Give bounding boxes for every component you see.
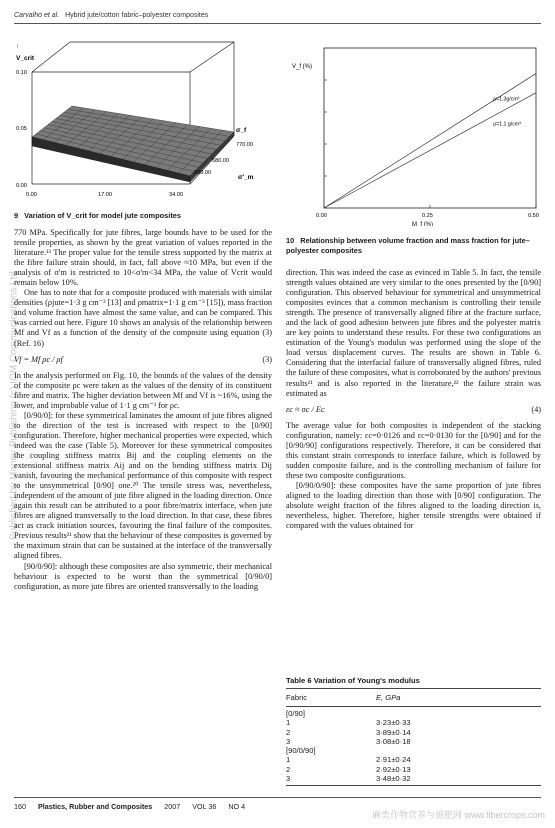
fig9-z-axis-label: σ_f <box>236 127 247 134</box>
figure-10-caption <box>286 236 541 255</box>
fig9-x-tick: 34.00 <box>169 192 183 198</box>
fig10-x-tick: 0.50 <box>528 213 539 219</box>
figure-10-number: 10 <box>286 236 295 245</box>
fig10-y-axis-label: V_f (%) <box>292 64 313 70</box>
table-6 <box>286 676 541 786</box>
table-body <box>286 707 541 783</box>
figure-10-chart <box>286 40 541 226</box>
table-cell-modulus: 3·23±0·33 <box>376 718 411 728</box>
table-cell-fabric: [90/0/90] <box>286 746 316 756</box>
fig9-z-tick: 580.00 <box>212 158 230 164</box>
fig9-box-left-edge <box>32 42 70 72</box>
table-row <box>286 709 541 718</box>
table-row <box>286 765 541 774</box>
fig10-x-axis-label: M_f (%) <box>412 222 433 226</box>
equation-4 <box>286 405 541 415</box>
equation-3-number: (3) <box>262 354 272 364</box>
table-cell-fabric: 1 <box>286 718 291 728</box>
fig9-x-axis-label: σ'_m <box>238 174 254 181</box>
table-cell-modulus: 2·92±0·13 <box>376 764 411 774</box>
fig10-series-line <box>324 93 536 208</box>
footer <box>14 802 255 811</box>
side-watermark: Published by Maney Publishing (c) IOM Communications Ltd <box>8 271 20 541</box>
fig9-y-axis-label: V_crit <box>16 55 35 62</box>
header-rule <box>14 23 541 24</box>
table-row <box>286 737 541 746</box>
left-paragraph: In the analysis performed on Fig. 10, the bounds of the values of the density of the composite ρc were taken as the values of the density of its constituent fibre and matrix. The higher deviation between Mf and Vf is ~16%, using the lower, and improbable value of 1·1 g cm⁻³ for ρc. <box>14 370 272 410</box>
table-row <box>286 774 541 783</box>
table-cell-modulus: 3·89±0·14 <box>376 727 411 737</box>
left-paragraph: [90/0/90]: although these composites are also symmetric, their mechanical behaviour is expected to be worst than the symmetrical [0/90/0] configuration, as more jute fibres are oriented transversally to the loading <box>14 561 272 591</box>
fig9-y-tick: 0.05 <box>16 126 27 132</box>
left-paragraph: One has to note that for a composite produced with materials with similar densities (ρjute=1·3 g cm⁻³ [13] and ρmatrix=1·1 g cm⁻³ [15]), mass fraction and volume fraction have almost the same value, and can be compared. This was carried out here. Figure 10 shows an analysis of the relationship between Mf and Vf as a function of the density of the composite using equation (3) (Ref. 16) <box>14 288 272 348</box>
table-cell-modulus: 3·48±0·32 <box>376 774 411 784</box>
table-row <box>286 746 541 755</box>
table-header-modulus: E, GPa <box>376 693 401 702</box>
fig9-box-top-right <box>190 42 234 72</box>
table-cell-modulus: 3·08±0·18 <box>376 736 411 746</box>
figure-10-caption-text: Relationship between volume fraction and mass fraction for jute–polyester composites <box>286 236 530 255</box>
fig9-z-tick: 770.00 <box>236 142 254 148</box>
left-column <box>14 228 272 592</box>
left-paragraph: [0/90/0]: for these symmetrical laminates the amount of jute fibres aligned to the direction of the test is increased with respect to the [0/90] configuration. Therefore, higher mechanical properties were expected, which indeed was the case (Table 5). Moreover for these symmetrical composites the coupling stiffness matrix Bij and the coupling elements on the extensional stiffness matrix Aij and on the bending stiffness matrix Dij vanish, favouring the mechanical performance of this composite with respect to the unsymmetrical [0/90] one.²⁰ The tensile stress was, nevertheless, independent of the amount of jute fibre aligned in the loading direction. Once again this result can be attributed to a poor fibre/matrix interface, when jute fibres are aligned transversally to the load direction. In that case, these fibres act as crack initiation sources, favouring the final failure of the composites. Previous results²¹ show that the behaviour of these composites is governed by the maximum strain that can be sustained at the interface of the transversally aligned fibres. <box>14 410 272 561</box>
figure-9-surface-plot <box>14 34 272 206</box>
journal-volume: VOL 36 <box>192 802 217 811</box>
figure-9-caption <box>14 211 272 221</box>
right-paragraph: The average value for both composites is independent of the stacking configuration, namely: εc=0·0126 and εc=0·0130 for the [0/90] and for the [0/90/90] configurations respectively. Therefore, it can be considered that this constant strain corresponds to interface failure, which is followed by sudden composite failure, and is the controlling mechanism of failure for these two composite configurations. <box>286 420 541 480</box>
fig10-series-label: ρ=1.1 g/cm³ <box>493 121 521 128</box>
equation-3-body: Vf = Mf ρc / ρf <box>14 354 63 364</box>
fig9-x-tick: 17.00 <box>98 192 112 198</box>
left-paragraph: 770 MPa. Specifically for jute fibres, large bounds have to be used for the tensile properties, as shown by the great variation of values reported in the literature.¹³ The proper value for the tensile stress supported by the matrix at the fibre failure strain should, in fact, fall above ≈10 MPa, but even if the analysis of σ'm is restricted to 10<σ'm<34 MPa, the value of Vcrit would remain below 10%. <box>14 228 272 288</box>
table-cell-fabric: 2 <box>286 727 291 737</box>
fig9-y-tick: 0.00 <box>16 183 27 189</box>
fig9-x-tick: 0.00 <box>26 192 37 198</box>
fig9-y-arrow: ↑ <box>16 43 20 50</box>
table-bottom-rule <box>286 785 541 786</box>
fig10-plot-frame <box>324 48 536 208</box>
table-cell-fabric: [0/90] <box>286 709 305 718</box>
table-cell-modulus <box>376 709 466 718</box>
running-head-authors: Carvalho et al. <box>14 12 60 19</box>
table-cell-fabric: 2 <box>286 764 291 774</box>
running-head <box>14 12 208 19</box>
footer-rule <box>14 797 541 798</box>
equation-3 <box>14 355 272 365</box>
running-head-title: Hybrid jute/cotton fabric–polyester composites <box>65 12 209 19</box>
page-number: 160 <box>14 802 26 811</box>
table-cell-modulus: 2·91±0·24 <box>376 755 411 765</box>
figure-9-caption-text: Variation of V_crit for model jute composites <box>24 211 182 220</box>
table-cell-modulus <box>376 746 466 755</box>
table-header <box>286 689 541 706</box>
equation-4-body: εc ≈ σc / Ec <box>286 404 325 414</box>
table-row <box>286 755 541 764</box>
fig10-series-label: ρ=1.3g/cm³ <box>493 96 520 103</box>
fig9-y-tick: 0.10 <box>16 70 27 76</box>
journal-name: Plastics, Rubber and Composites <box>38 802 153 811</box>
table-cell-fabric: 3 <box>286 736 291 746</box>
right-column <box>286 268 541 531</box>
fig10-x-tick: 0.00 <box>316 213 327 219</box>
right-paragraph: [0/90/0/90]: these composites have the same proportion of jute fibres aligned to the loading direction than those with [0/90] configuration. The absolute weight fraction of the fibres aligned to the loading direction is, nevertheless, higher. Therefore, higher tensile strengths were obtained if compared with the values obtained for <box>286 480 541 531</box>
fig10-x-tick: 0.25 <box>422 213 433 219</box>
journal-issue: NO 4 <box>228 802 246 811</box>
table-cell-fabric: 1 <box>286 755 291 765</box>
fig9-z-tick: 290.00 <box>194 170 212 176</box>
table-6-caption: Table 6 Variation of Young's modulus <box>286 676 420 685</box>
fig10-series-line <box>324 74 536 208</box>
figure-9-number: 9 <box>14 211 19 220</box>
journal-year: 2007 <box>164 802 181 811</box>
equation-4-number: (4) <box>531 404 541 414</box>
table-row <box>286 718 541 727</box>
table-cell-fabric: 3 <box>286 774 291 784</box>
table-row <box>286 728 541 737</box>
right-paragraph: direction. This was indeed the case as evinced in Table 5. In fact, the tensile strength values obtained are very similar to the ones presented by the [0/90] configuration. This observed behaviour for symmetrical and unsymmetrical composites evinces that a common mechanism is controlling their tensile strength. The presence of transversally aligned fibre at the fracture surface, and the lack of good adhesion between jute fibres and the polyester matrix are key points to understand these results. For these two configurations an estimation of the Young's modulus was performed using the slope of the load versus displacement curves. The results are shown in Table 6. Considering that the interfacial failure of transversally aligned fibres, ruled the failure of these composites, what is corroborated by the authors' previous results²¹ and is also reported in the literature,²² the failure strain was estimated as <box>286 268 541 398</box>
bottom-watermark: 麻类作物营养与施肥网 www.fibercrops.com <box>371 810 545 820</box>
table-header-fabric: Fabric <box>286 693 308 702</box>
